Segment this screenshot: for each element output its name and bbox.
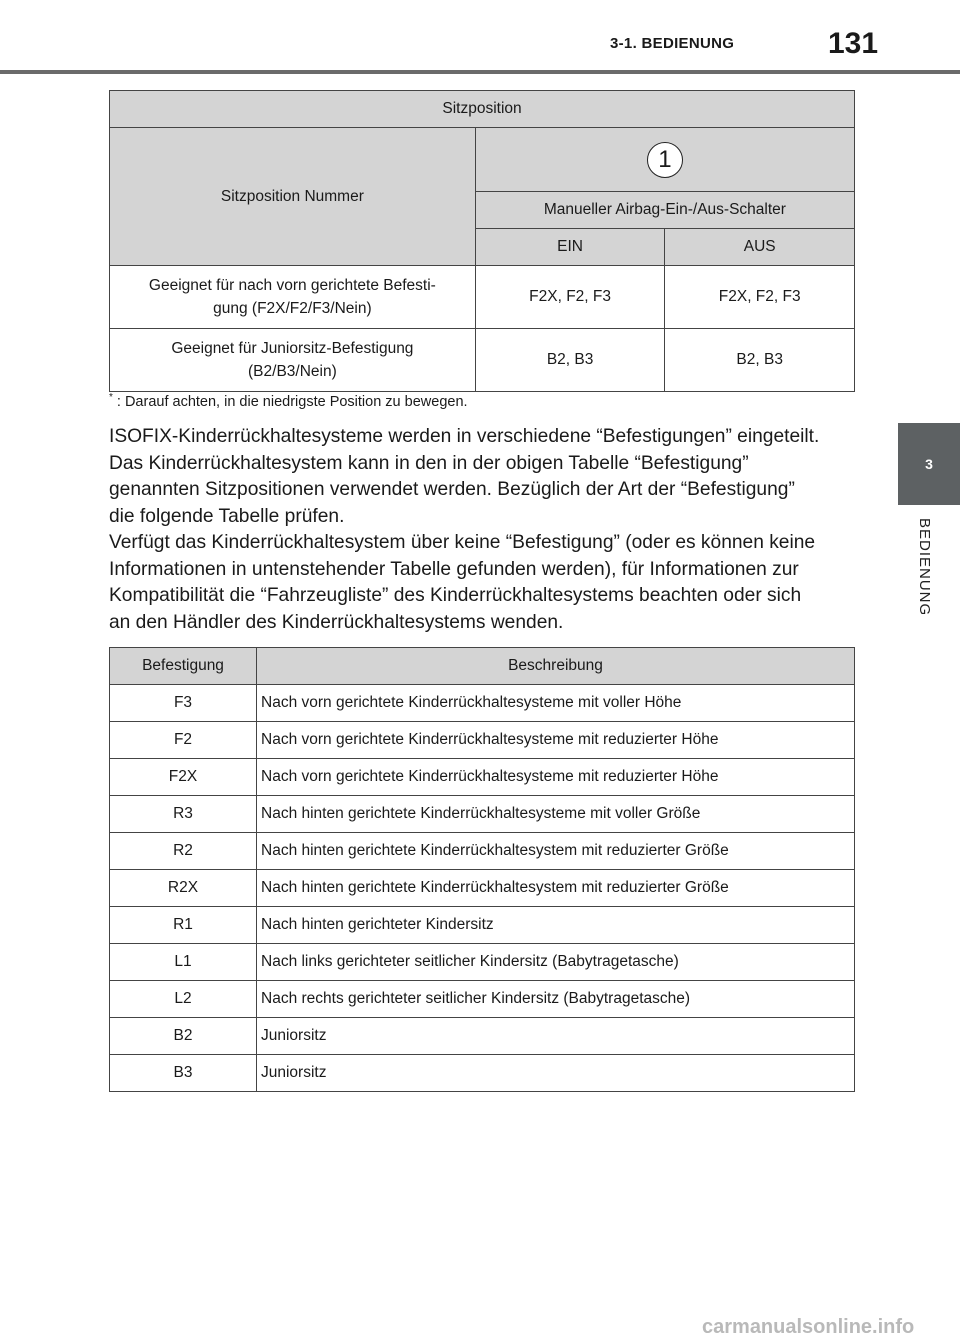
row-label: [110, 329, 476, 392]
fixture-code: F2X: [110, 759, 257, 796]
chapter-label: BEDIENUNG: [916, 518, 933, 617]
fixture-code: R3: [110, 796, 257, 833]
row-label-line: gung (F2X/F2/F3/Nein): [213, 300, 372, 317]
col-aus: AUS: [665, 229, 855, 266]
fixture-code: L1: [110, 944, 257, 981]
fixture-desc: Juniorsitz: [257, 1055, 855, 1092]
footnote-marker: *: [109, 392, 113, 403]
section-title: 3-1. BEDIENUNG: [610, 35, 735, 52]
fixture-code: R1: [110, 907, 257, 944]
table-row: [110, 685, 855, 722]
fixture-code: L2: [110, 981, 257, 1018]
row-label-line: Geeignet für nach vorn gerichtete Befesti-: [148, 277, 436, 294]
page-number: 131: [828, 27, 879, 60]
table-row: [110, 796, 855, 833]
fixture-desc: Nach vorn gerichtete Kinderrückhaltesysteme mit reduzierter Höhe: [257, 759, 855, 796]
row-aus-value: B2, B3: [665, 329, 855, 392]
fixture-code: R2X: [110, 870, 257, 907]
seat-position-number-label: Sitzposition Nummer: [110, 128, 476, 266]
chapter-number: 3: [925, 456, 933, 472]
table-row: [110, 907, 855, 944]
header-beschreibung: Beschreibung: [257, 648, 855, 685]
paragraph-line: ISOFIX-Kinderrückhaltesysteme werden in verschiedene “Befestigungen” eingeteilt.: [109, 426, 820, 447]
paragraph-line: Informationen in untenstehender Tabelle gefunden werden), für Informationen zur: [109, 558, 799, 580]
airbag-switch-label: Manueller Airbag-Ein-/Aus-Schalter: [475, 192, 854, 229]
fixture-code: B2: [110, 1018, 257, 1055]
body-paragraph: [109, 424, 869, 636]
fixture-desc: Nach hinten gerichtete Kinderrückhaltesystem mit reduzierter Größe: [257, 870, 855, 907]
fixture-desc: Nach vorn gerichtete Kinderrückhaltesysteme mit voller Höhe: [257, 685, 855, 722]
row-label-line: Geeignet für Juniorsitz-Befestigung: [171, 340, 414, 357]
fixture-code: R2: [110, 833, 257, 870]
row-ein-value: F2X, F2, F3: [475, 266, 665, 329]
fixture-desc: Nach hinten gerichteter Kindersitz: [257, 907, 855, 944]
position-number-circle: 1: [647, 142, 683, 178]
table-row: [110, 981, 855, 1018]
row-ein-value: B2, B3: [475, 329, 665, 392]
fixture-desc: Nach links gerichteter seitlicher Kindersitz (Babytragetasche): [257, 944, 855, 981]
fixture-table: [109, 647, 855, 1092]
seat-position-table: [109, 90, 855, 392]
seat-position-number-cell: [475, 128, 854, 192]
footnote-text: : Darauf achten, in die niedrigste Position zu bewegen.: [116, 393, 468, 410]
watermark: carmanualsonline.info: [702, 1316, 915, 1338]
fixture-code: B3: [110, 1055, 257, 1092]
paragraph-line: Das Kinderrückhaltesystem kann in den in der obigen Tabelle “Befestigung”: [109, 452, 749, 474]
table-row: [110, 944, 855, 981]
header-divider: [0, 70, 960, 74]
fixture-desc: Nach hinten gerichtete Kinderrückhaltesystem mit reduzierter Größe: [257, 833, 855, 870]
paragraph-line: an den Händler des Kinderrückhaltesystems wenden.: [109, 611, 564, 633]
paragraph-line: Verfügt das Kinderrückhaltesystem über keine “Befestigung” (oder es können keine: [109, 532, 816, 553]
row-label-line: (B2/B3/Nein): [248, 363, 337, 380]
fixture-code: F3: [110, 685, 257, 722]
paragraph-line: Kompatibilität die “Fahrzeugliste” des Kinderrückhaltesystems beachten oder sich: [109, 585, 802, 606]
table-row: [110, 833, 855, 870]
table-row: [110, 1018, 855, 1055]
table-row: [110, 1055, 855, 1092]
table-row: [110, 722, 855, 759]
col-ein: EIN: [475, 229, 665, 266]
paragraph-line: die folgende Tabelle prüfen.: [109, 505, 345, 527]
table-row: [110, 870, 855, 907]
footnote: [109, 392, 468, 410]
row-aus-value: F2X, F2, F3: [665, 266, 855, 329]
fixture-desc: Nach rechts gerichteter seitlicher Kindersitz (Babytragetasche): [257, 981, 855, 1018]
chapter-tab: [898, 423, 960, 505]
fixture-code: F2: [110, 722, 257, 759]
fixture-desc: Nach vorn gerichtete Kinderrückhaltesysteme mit reduzierter Höhe: [257, 722, 855, 759]
fixture-desc: Juniorsitz: [257, 1018, 855, 1055]
seat-table-title: Sitzposition: [110, 91, 855, 128]
row-label: [110, 266, 476, 329]
fixture-desc: Nach hinten gerichtete Kinderrückhaltesysteme mit voller Größe: [257, 796, 855, 833]
header-befestigung: Befestigung: [110, 648, 257, 685]
paragraph-line: genannten Sitzpositionen verwendet werden. Bezüglich der Art der “Befestigung”: [109, 479, 795, 500]
table-row: [110, 759, 855, 796]
